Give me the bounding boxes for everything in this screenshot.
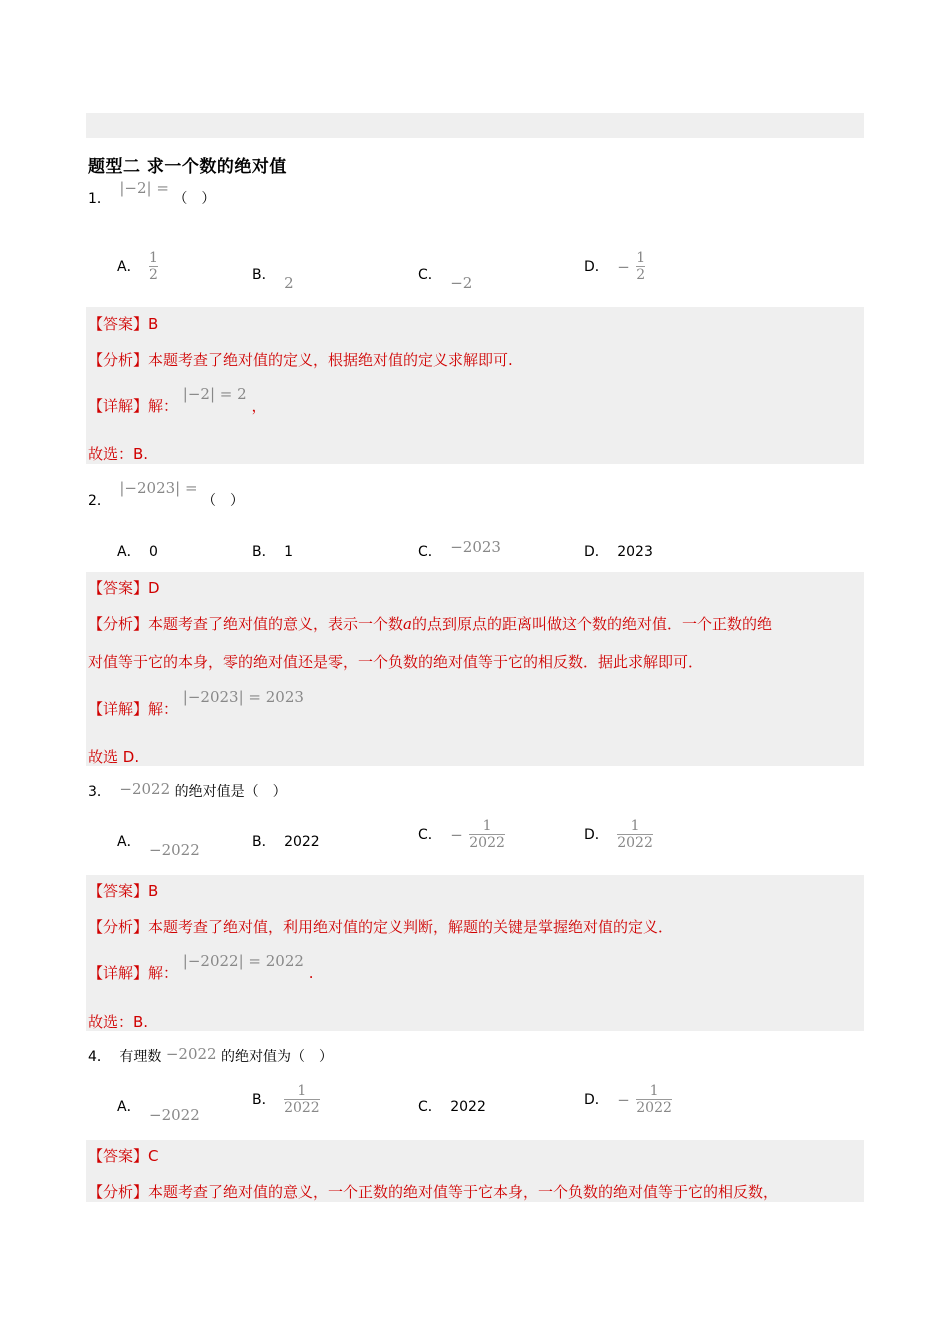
answer-line: 【答案】C: [88, 1147, 159, 1165]
analysis-line: [88, 613, 772, 634]
answer-block-1: [86, 307, 864, 464]
option-label: D．: [584, 826, 609, 843]
question-3-stem: [88, 781, 287, 801]
detail-line: [88, 385, 267, 416]
fraction-denominator: 2: [149, 267, 158, 283]
answer-line: 【答案】D: [88, 579, 160, 597]
detail-math: |−2| = 2: [182, 385, 247, 403]
analysis-line-2: 对值等于它的本身，零的绝对值还是零，一个负数的绝对值等于它的相反数．据此求解即可．: [88, 653, 704, 671]
answer-block-4: [86, 1140, 864, 1202]
option-label: B．: [252, 1091, 276, 1108]
option-label: B．: [252, 544, 276, 560]
fraction-numerator: 1: [482, 818, 492, 834]
analysis-text: 的点到原点的距离叫做这个数的绝对值．一个正数的绝: [411, 615, 772, 633]
conclusion-line: 故选：B.: [88, 445, 149, 463]
fraction-numerator: 1: [649, 1083, 659, 1099]
option-fraction: [284, 1083, 320, 1116]
option-label: D．: [584, 258, 609, 275]
conclusion-line: 故选：B.: [88, 1013, 149, 1031]
question-text: （ ）: [173, 191, 216, 207]
fraction-numerator: 1: [149, 250, 158, 266]
negative-sign: −: [617, 257, 630, 276]
question-number: 1．: [88, 191, 111, 207]
option-label: B．: [252, 267, 276, 283]
option-fraction: [617, 818, 653, 851]
detail-label: 【详解】解：: [88, 700, 179, 718]
option-math: 2: [284, 274, 294, 292]
analysis-variable: a: [403, 615, 412, 633]
section-title: 题型二 求一个数的绝对值: [88, 157, 287, 177]
fraction-numerator: 1: [636, 250, 646, 266]
option-a[interactable]: [117, 831, 200, 859]
header-band: [86, 113, 864, 138]
negative-sign: −: [450, 825, 463, 844]
detail-line: [88, 952, 314, 983]
fraction-denominator: 2022: [617, 835, 653, 851]
option-a[interactable]: [117, 250, 158, 283]
option-label: D．: [584, 1091, 609, 1108]
question-number: 4．: [88, 1049, 111, 1065]
question-number: 3．: [88, 784, 111, 800]
fraction-denominator: 2022: [636, 1100, 672, 1116]
option-text: 2022: [450, 1099, 486, 1115]
question-math: −2022: [119, 780, 171, 798]
option-c[interactable]: [418, 264, 473, 292]
conclusion-line: 故选 D.: [88, 748, 140, 766]
fraction-denominator: 2022: [469, 835, 505, 851]
detail-math: |−2022| = 2022: [182, 952, 304, 970]
option-label: D．: [584, 544, 609, 560]
option-d[interactable]: [584, 1083, 672, 1116]
option-math: −2022: [149, 841, 200, 859]
option-fraction: [149, 250, 158, 283]
analysis-text: 【分析】本题考查了绝对值的意义，表示一个数: [88, 615, 404, 633]
option-label: C．: [418, 1099, 442, 1115]
answer-block-2: [86, 572, 864, 766]
question-pre: 有理数: [119, 1049, 162, 1065]
option-d[interactable]: [584, 250, 645, 283]
option-b[interactable]: [252, 1083, 320, 1116]
option-b[interactable]: [252, 831, 320, 851]
detail-label: 【详解】解：: [88, 964, 179, 982]
fraction-denominator: 2: [636, 267, 646, 283]
option-d[interactable]: [584, 818, 653, 851]
detail-label: 【详解】解：: [88, 397, 179, 415]
negative-sign: −: [617, 1090, 630, 1109]
question-4-stem: [88, 1046, 333, 1066]
option-text: 0: [149, 544, 158, 560]
option-text: 2022: [284, 834, 320, 850]
question-math: −2022: [165, 1045, 217, 1063]
option-a[interactable]: [117, 541, 158, 561]
option-label: B．: [252, 834, 276, 850]
option-c[interactable]: [418, 538, 501, 561]
analysis-line: 【分析】本题考查了绝对值的定义，根据绝对值的定义求解即可.: [88, 351, 513, 369]
option-math: −2022: [149, 1106, 200, 1124]
option-fraction: [636, 1083, 672, 1116]
question-math: |−2023| =: [119, 479, 198, 497]
fraction-numerator: 1: [630, 818, 640, 834]
question-2-stem: [88, 479, 245, 510]
question-text: （ ）: [202, 493, 245, 509]
option-c[interactable]: [418, 1096, 486, 1116]
fraction-numerator: 1: [297, 1083, 307, 1099]
option-label: C．: [418, 544, 442, 560]
question-text: 的绝对值为（ ）: [221, 1049, 334, 1065]
answer-line: 【答案】B: [88, 882, 159, 900]
question-1-stem: [88, 179, 216, 208]
answer-block-3: [86, 875, 864, 1031]
option-label: C．: [418, 267, 442, 283]
fraction-denominator: 2022: [284, 1100, 320, 1116]
question-math: |−2| =: [119, 179, 169, 197]
detail-line: [88, 688, 304, 719]
question-number: 2．: [88, 493, 111, 509]
option-math: −2: [450, 274, 473, 292]
option-label: A．: [117, 1099, 141, 1115]
option-label: A．: [117, 258, 141, 275]
option-b[interactable]: [252, 264, 294, 292]
question-text: 的绝对值是（ ）: [174, 784, 287, 800]
option-fraction: [636, 250, 645, 283]
option-a[interactable]: [117, 1096, 200, 1124]
option-text: 2023: [617, 544, 653, 560]
detail-math: |−2023| = 2023: [182, 688, 304, 706]
option-label: A．: [117, 544, 141, 560]
answer-line: 【答案】B: [88, 315, 159, 333]
option-d[interactable]: [584, 541, 653, 561]
option-b[interactable]: [252, 541, 293, 561]
option-label: A．: [117, 834, 141, 850]
option-text: 1: [284, 544, 293, 560]
option-c[interactable]: [418, 818, 505, 851]
option-label: C．: [418, 826, 442, 843]
option-math: −2023: [450, 538, 501, 556]
detail-tail: ，: [251, 397, 267, 415]
analysis-line: 【分析】本题考查了绝对值的意义，一个正数的绝对值等于它本身，一个负数的绝对值等于它的相反数，: [88, 1183, 779, 1201]
option-fraction: [469, 818, 505, 851]
analysis-line: 【分析】本题考查了绝对值，利用绝对值的定义判断，解题的关键是掌握绝对值的定义．: [88, 918, 674, 936]
detail-tail: .: [308, 964, 314, 982]
